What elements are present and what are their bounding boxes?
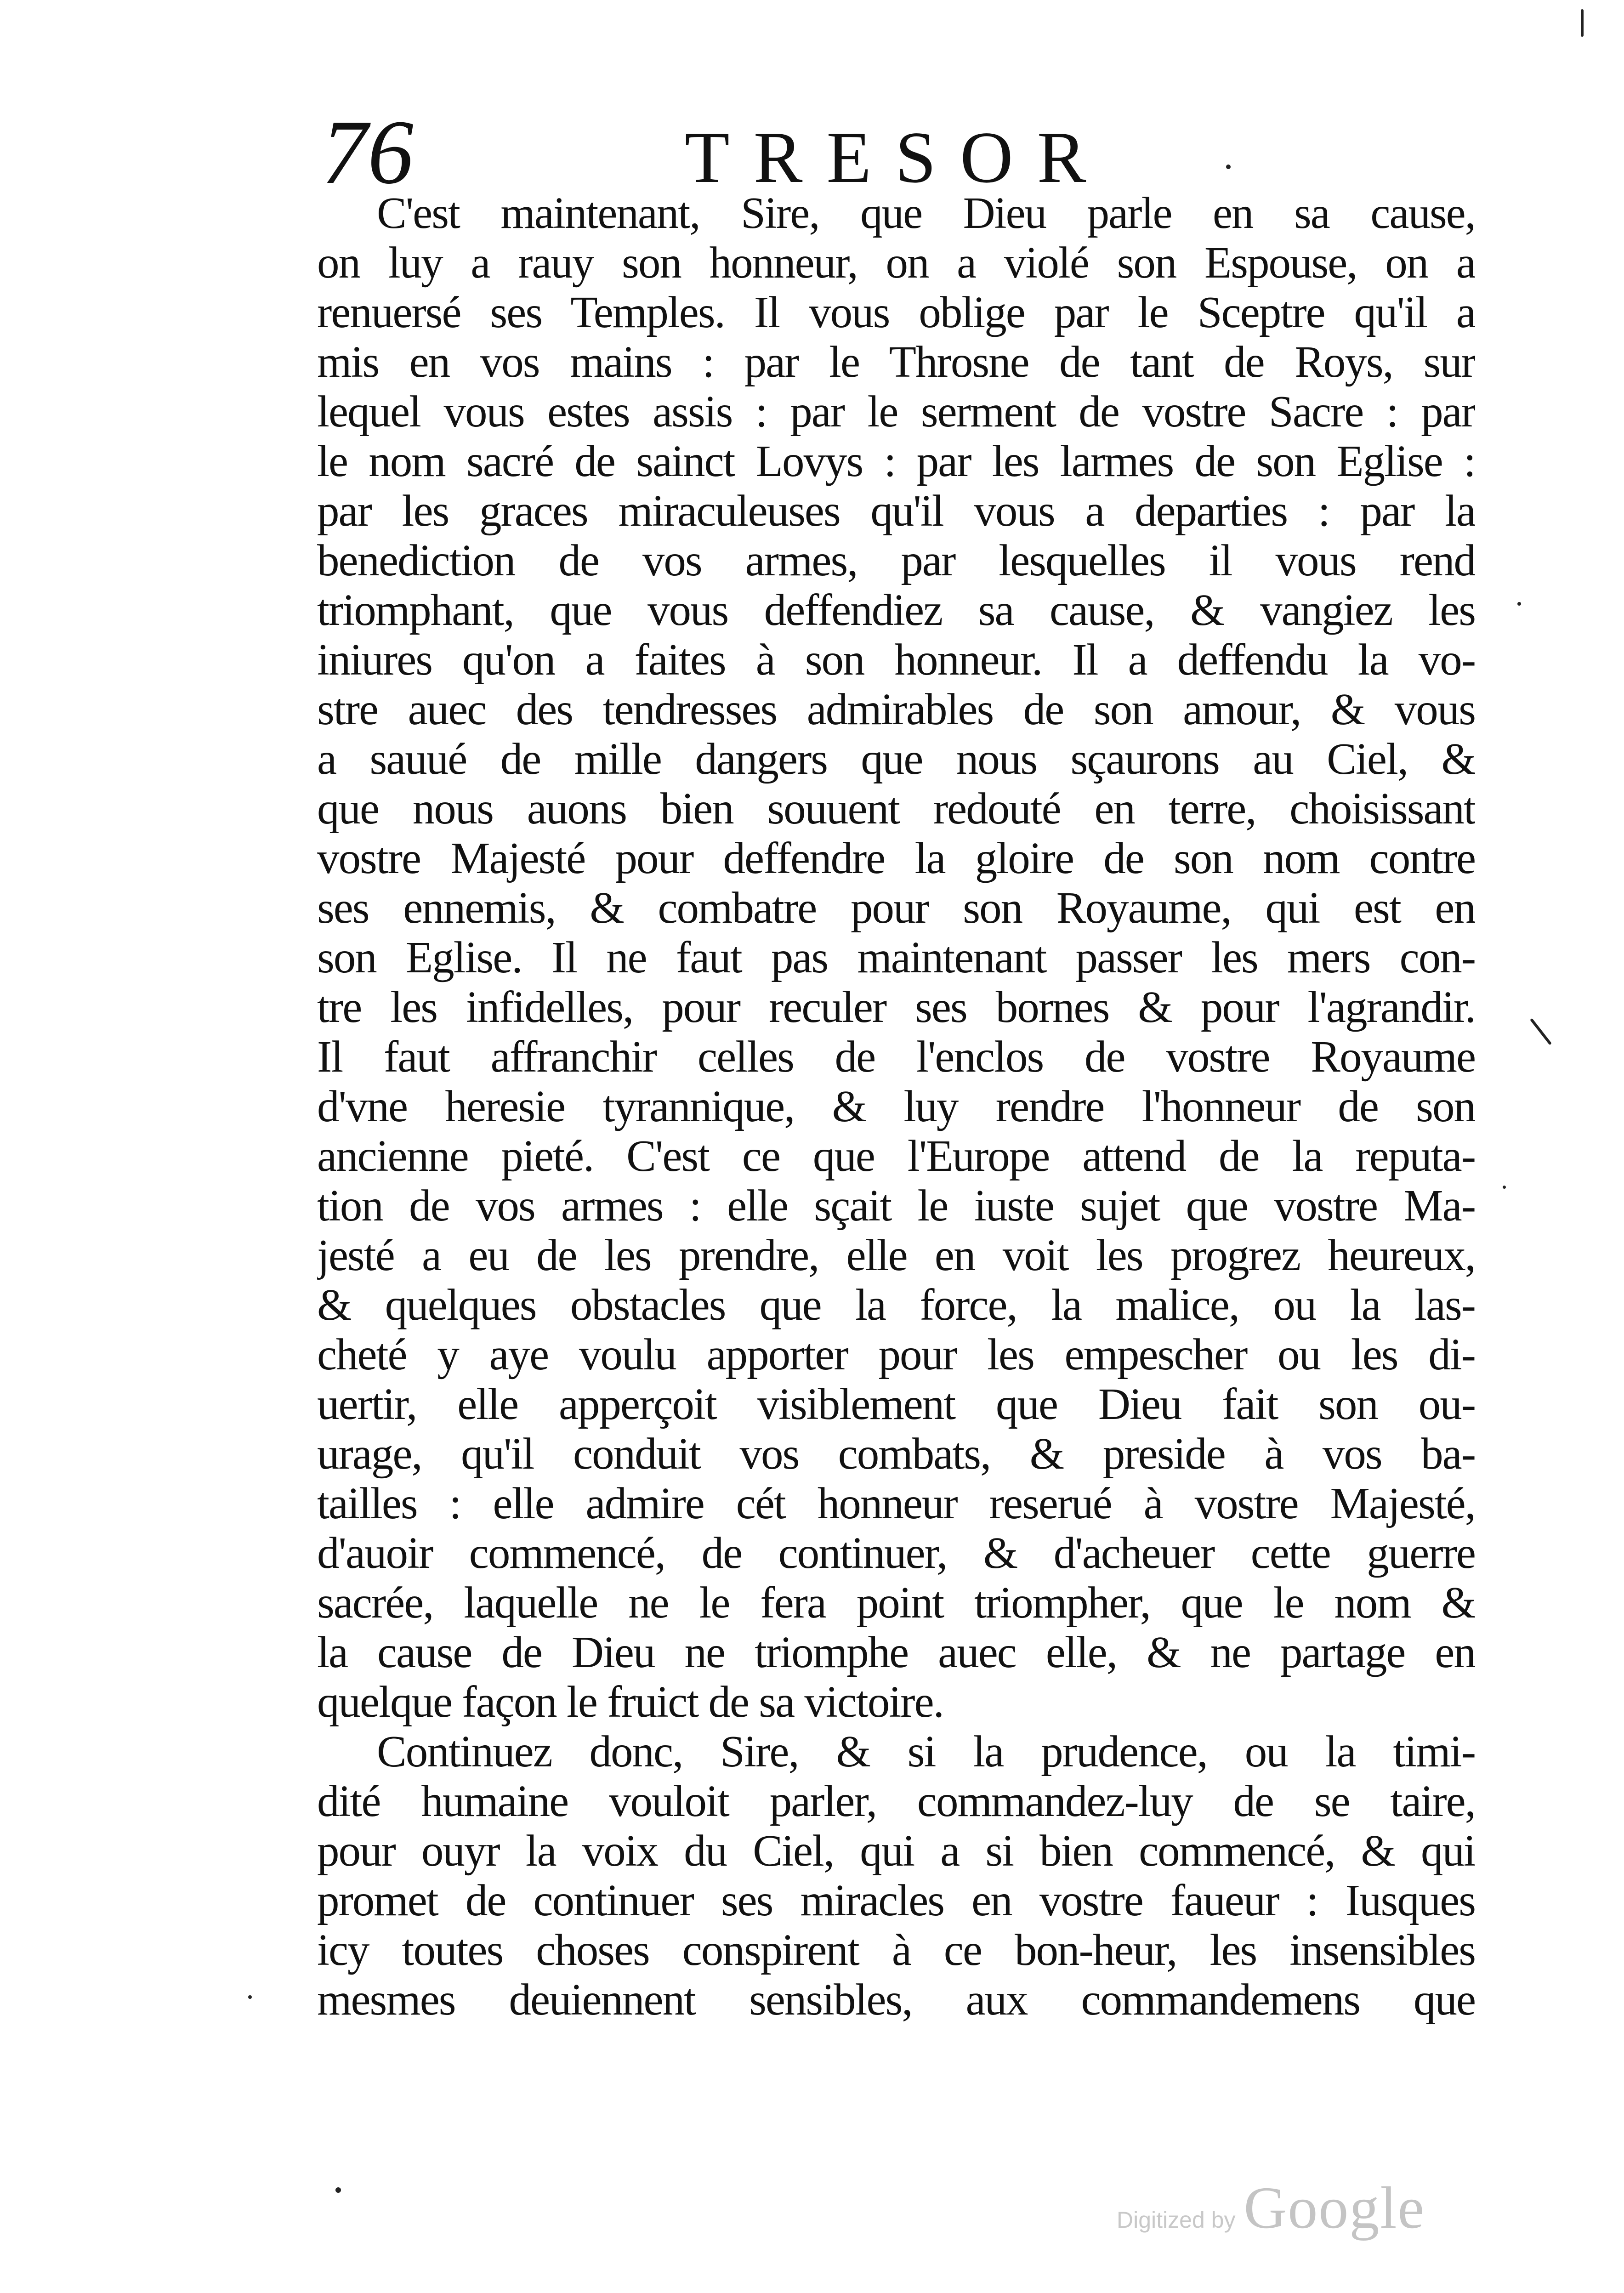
text-line: pour ouyr la voix du Ciel, qui a si bien commencé, & qui [317, 1826, 1475, 1875]
google-logo: Google [1244, 2175, 1425, 2241]
text-line: sacrée, laquelle ne le fera point triompher, que le nom & [317, 1578, 1475, 1627]
text-line: d'auoir commencé, de continuer, & d'acheuer cette guerre [317, 1528, 1475, 1578]
text-line: a sauué de mille dangers que nous sçaurons au Ciel, & [317, 734, 1475, 783]
watermark-prefix: Digitized by [1117, 2207, 1236, 2233]
body-text [317, 188, 1475, 2025]
digitization-watermark [1117, 2174, 1425, 2242]
text-line: mis en vos mains : par le Throsne de tant de Roys, sur [317, 337, 1475, 386]
text-line: d'vne heresie tyrannique, & luy rendre l'honneur de son [317, 1082, 1475, 1131]
running-title: TRESOR [685, 116, 1110, 198]
text-line: cheté y aye voulu apporter pour les empescher ou les di- [317, 1330, 1475, 1379]
text-line: le nom sacré de sainct Lovys : par les larmes de son Eglise : [317, 437, 1475, 486]
text-line: tion de vos armes : elle sçait le iuste sujet que vostre Ma- [317, 1181, 1475, 1230]
scan-speck [1503, 1186, 1506, 1189]
text-line: on luy a rauy son honneur, on a violé son Espouse, on a [317, 238, 1475, 287]
text-line: triomphant, que vous deffendiez sa cause, & vangiez les [317, 585, 1475, 635]
text-line: stre auec des tendresses admirables de son amour, & vous [317, 685, 1475, 734]
text-line: Continuez donc, Sire, & si la prudence, ou la timi- [377, 1727, 1475, 1776]
text-line: urage, qu'il conduit vos combats, & preside à vos ba- [317, 1429, 1475, 1478]
scan-speck [1226, 165, 1231, 169]
scan-speck [248, 1995, 252, 1999]
text-line: ancienne pieté. C'est ce que l'Europe attend de la reputa- [317, 1131, 1475, 1181]
text-line: Il faut affranchir celles de l'enclos de vostre Royaume [317, 1032, 1475, 1081]
text-line: uertir, elle apperçoit visiblement que Dieu fait son ou- [317, 1379, 1475, 1429]
text-line: ses ennemis, & combatre pour son Royaume, qui est en [317, 883, 1475, 932]
scan-speck [1530, 1018, 1552, 1045]
scan-speck [1581, 9, 1584, 37]
text-line: la cause de Dieu ne triomphe auec elle, & ne partage en [317, 1628, 1475, 1677]
page-number: 76 [322, 102, 414, 203]
text-line: & quelques obstacles que la force, la malice, ou la las- [317, 1280, 1475, 1329]
text-line: promet de continuer ses miracles en vostre faueur : Iusques [317, 1876, 1475, 1925]
text-line: dité humaine vouloit parler, commandez-luy de se taire, [317, 1777, 1475, 1826]
text-line: son Eglise. Il ne faut pas maintenant passer les mers con- [317, 933, 1475, 982]
text-line: quelque façon le fruict de sa victoire. [317, 1677, 943, 1726]
text-line: lequel vous estes assis : par le serment de vostre Sacre : par [317, 387, 1475, 436]
text-line: tre les infidelles, pour reculer ses bornes & pour l'agrandir. [317, 982, 1475, 1032]
scan-speck [1517, 602, 1521, 606]
text-line: mesmes deuiennent sensibles, aux commandemens que [317, 1975, 1475, 2024]
text-line: renuersé ses Temples. Il vous oblige par le Sceptre qu'il a [317, 288, 1475, 337]
text-line: iniures qu'on a faites à son honneur. Il a deffendu la vo- [317, 635, 1475, 684]
text-line: vostre Majesté pour deffendre la gloire de son nom contre [317, 834, 1475, 883]
text-line: benediction de vos armes, par lesquelles il vous rend [317, 536, 1475, 585]
text-line: icy toutes choses conspirent à ce bon-heur, les insensibles [317, 1925, 1475, 1975]
text-line: jesté a eu de les prendre, elle en voit les progrez heureux, [317, 1231, 1475, 1280]
text-line: C'est maintenant, Sire, que Dieu parle en sa cause, [377, 188, 1475, 238]
text-line: que nous auons bien souuent redouté en terre, choisissant [317, 784, 1475, 833]
text-line: par les graces miraculeuses qu'il vous a departies : par la [317, 486, 1475, 535]
text-line: tailles : elle admire cét honneur reserué à vostre Majesté, [317, 1479, 1475, 1528]
scan-speck [335, 2187, 341, 2193]
